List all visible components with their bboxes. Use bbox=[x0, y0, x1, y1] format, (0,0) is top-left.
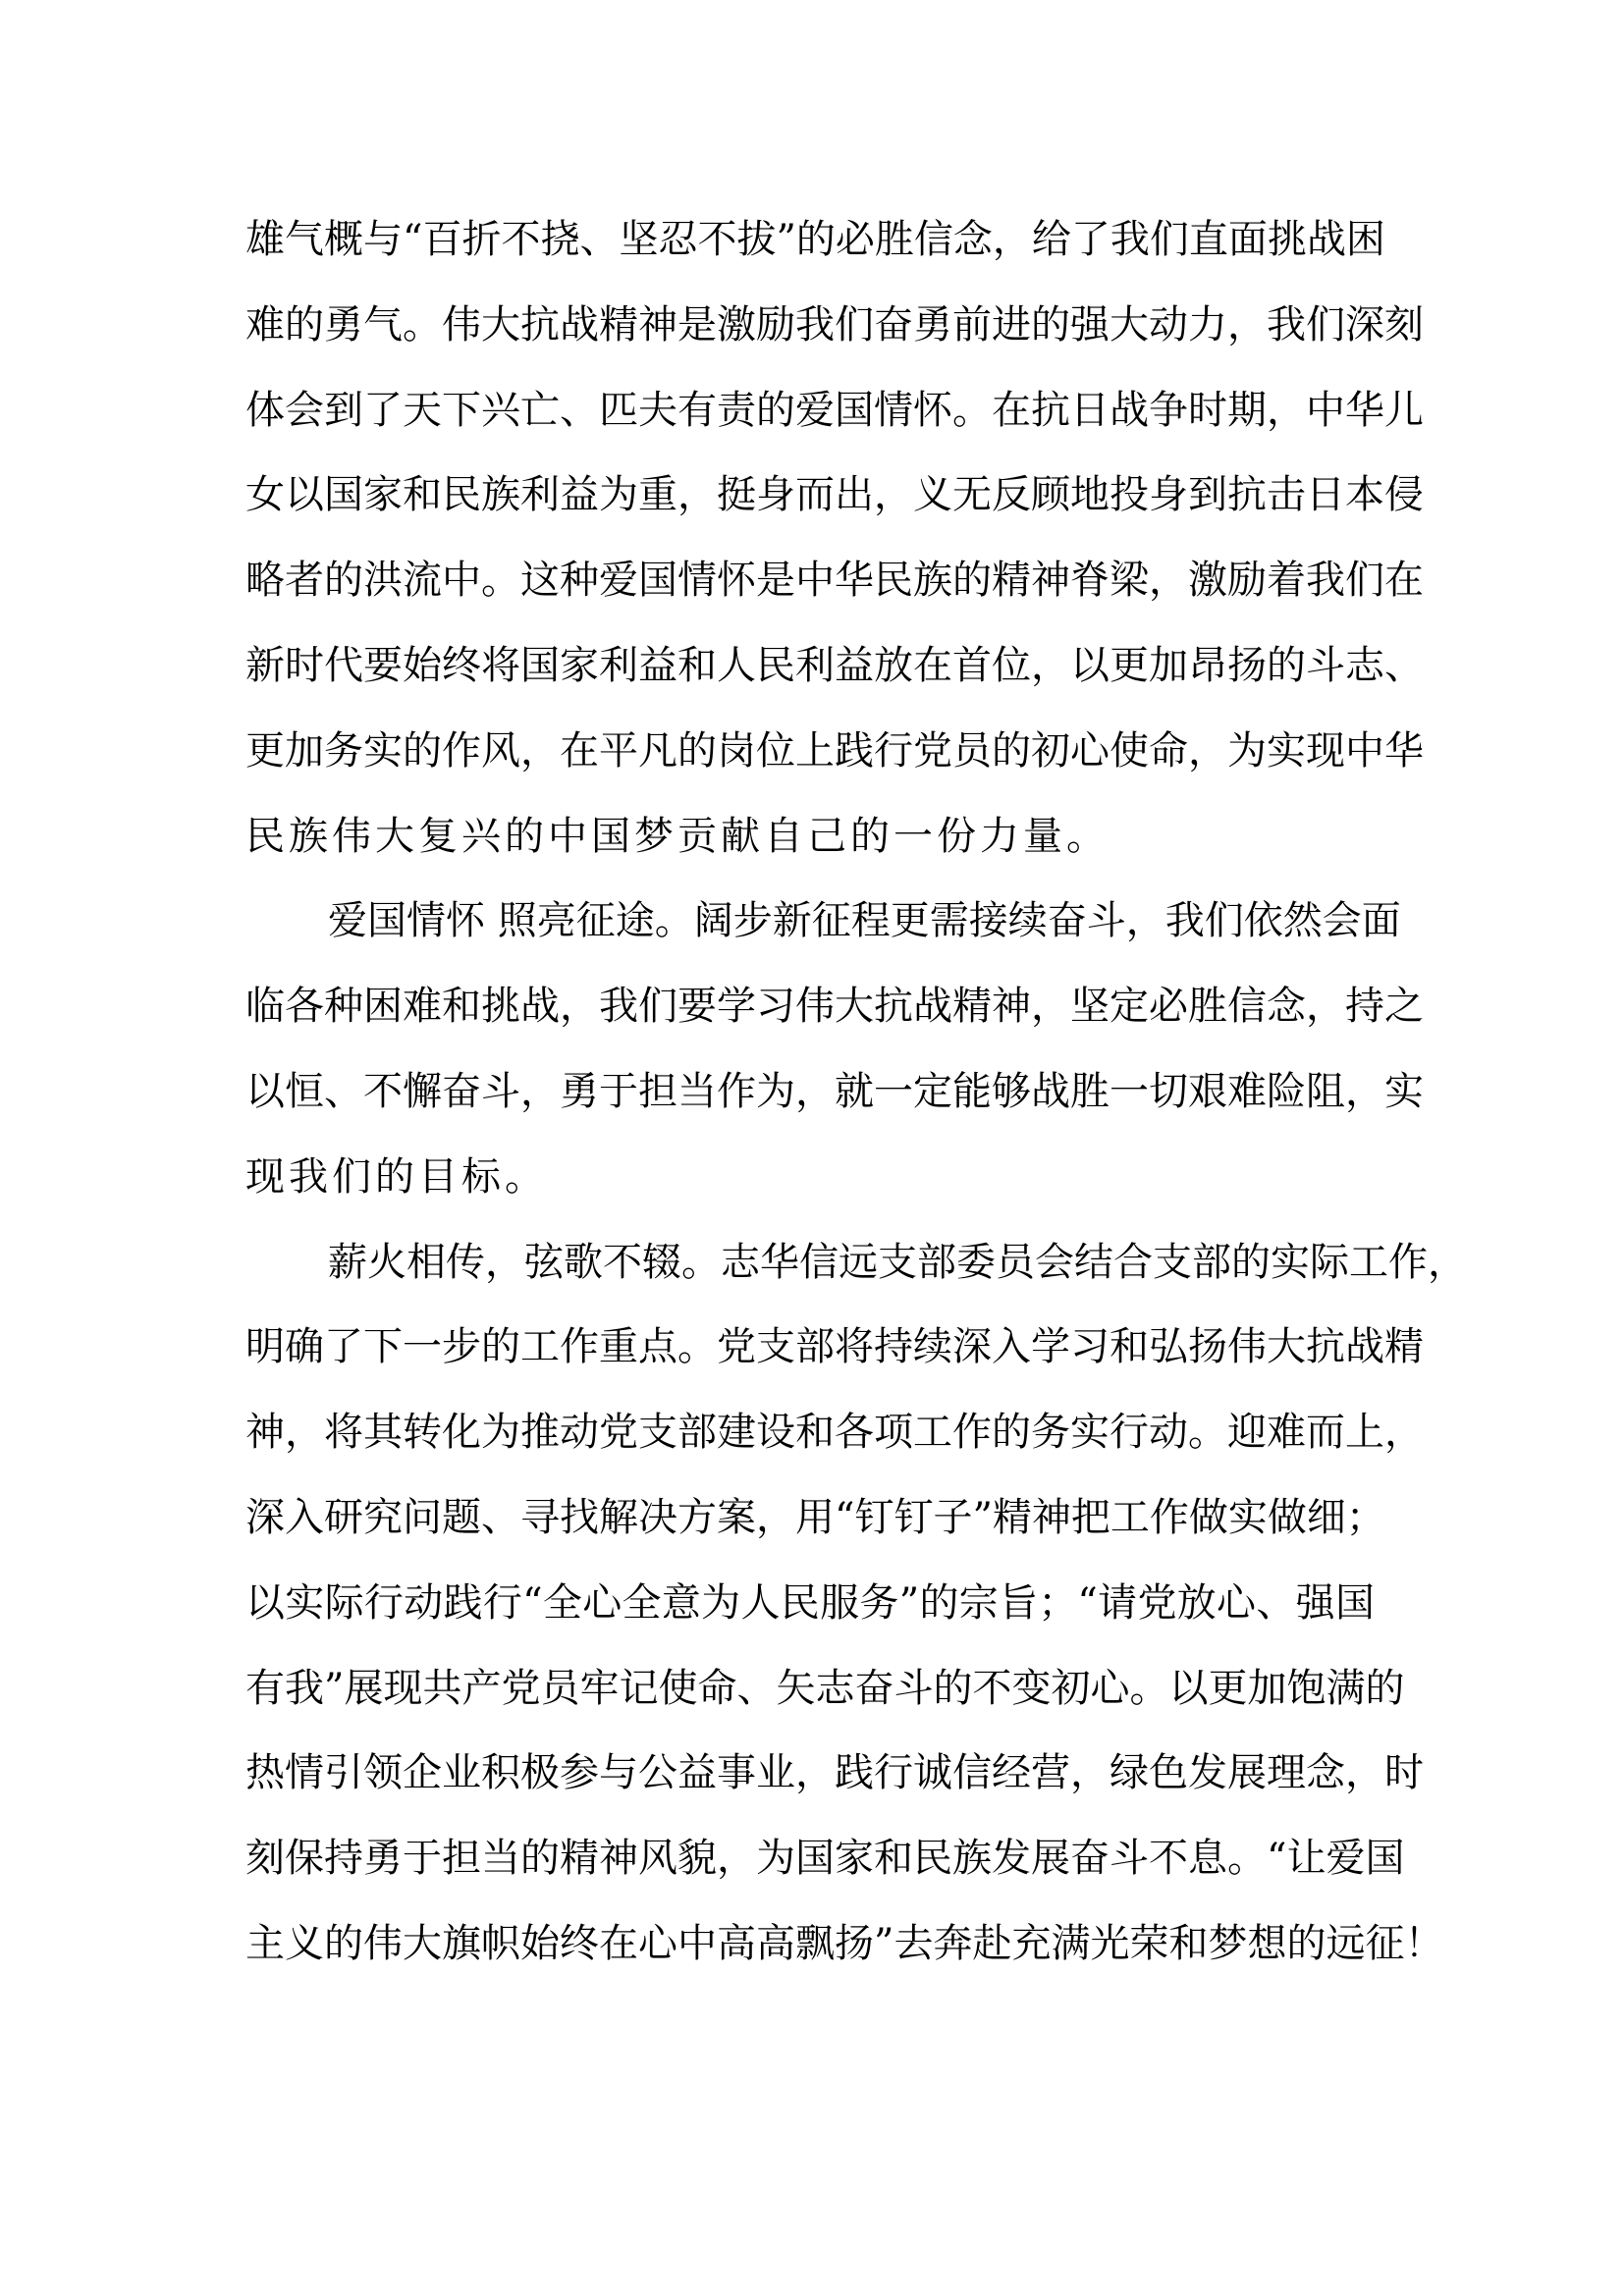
text-line: 热情引领企业积极参与公益事业，践行诚信经营，绿色发展理念，时 bbox=[245, 1750, 1424, 1796]
text-line: 更加务实的作风，在平凡的岗位上践行党员的初心使命，为实现中华 bbox=[245, 727, 1424, 774]
text-line: 以恒、不懈奋斗，勇于担当作为，就一定能够战胜一切艰难险阻，实 bbox=[245, 1068, 1424, 1114]
text-line: 新时代要始终将国家利益和人民利益放在首位，以更加昂扬的斗志、 bbox=[245, 642, 1424, 688]
paragraph-patriotism-spirit bbox=[245, 206, 1424, 887]
text-line: 深入研究问题、寻找解决方案，用“钉钉子”精神把工作做实做细； bbox=[245, 1494, 1385, 1540]
text-line: 现我们的目标。 bbox=[245, 1153, 548, 1200]
text-line: 薪火相传，弦歌不辍。志华信远支部委员会结合支部的实际工作， bbox=[328, 1239, 1467, 1285]
text-line: 明确了下一步的工作重点。党支部将持续深入学习和弘扬伟大抗战精 bbox=[245, 1324, 1424, 1370]
text-line: 民族伟大复兴的中国梦贡献自己的一份力量。 bbox=[245, 813, 1110, 859]
text-line: 难的勇气。伟大抗战精神是激励我们奋勇前进的强大动力，我们深刻 bbox=[245, 301, 1424, 347]
text-line: 略者的洪流中。这种爱国情怀是中华民族的精神脊梁，激励着我们在 bbox=[245, 558, 1424, 604]
text-line: 爱国情怀 照亮征途。阔步新征程更需接续奋斗，我们依然会面 bbox=[328, 898, 1401, 944]
text-line: 女以国家和民族利益为重，挺身而出，义无反顾地投身到抗击日本侵 bbox=[245, 472, 1424, 518]
body-text bbox=[245, 206, 1467, 1996]
paragraph-passing-the-torch bbox=[245, 1229, 1467, 1996]
text-line: 刻保持勇于担当的精神风貌，为国家和民族发展奋斗不息。“让爱国 bbox=[245, 1836, 1405, 1882]
text-line: 以实际行动践行“全心全意为人民服务”的宗旨；“请党放心、强国 bbox=[245, 1579, 1375, 1626]
text-line: 体会到了天下兴亡、匹夫有责的爱国情怀。在抗日战争时期，中华儿 bbox=[245, 387, 1424, 433]
text-line: 雄气概与“百折不挠、坚忍不拔”的必胜信念，给了我们直面挑战困 bbox=[245, 217, 1385, 262]
paragraph-lighting-the-way bbox=[245, 887, 1424, 1228]
text-line: 主义的伟大旗帜始终在心中高高飘扬”去奔赴充满光荣和梦想的远征！ bbox=[245, 1920, 1444, 1966]
text-line: 有我”展现共产党员牢记使命、矢志奋斗的不变初心。以更加饱满的 bbox=[245, 1665, 1405, 1711]
text-line: 神，将其转化为推动党支部建设和各项工作的务实行动。迎难而上， bbox=[245, 1410, 1424, 1456]
text-line: 临各种困难和挑战，我们要学习伟大抗战精神，坚定必胜信念，持之 bbox=[245, 984, 1424, 1030]
